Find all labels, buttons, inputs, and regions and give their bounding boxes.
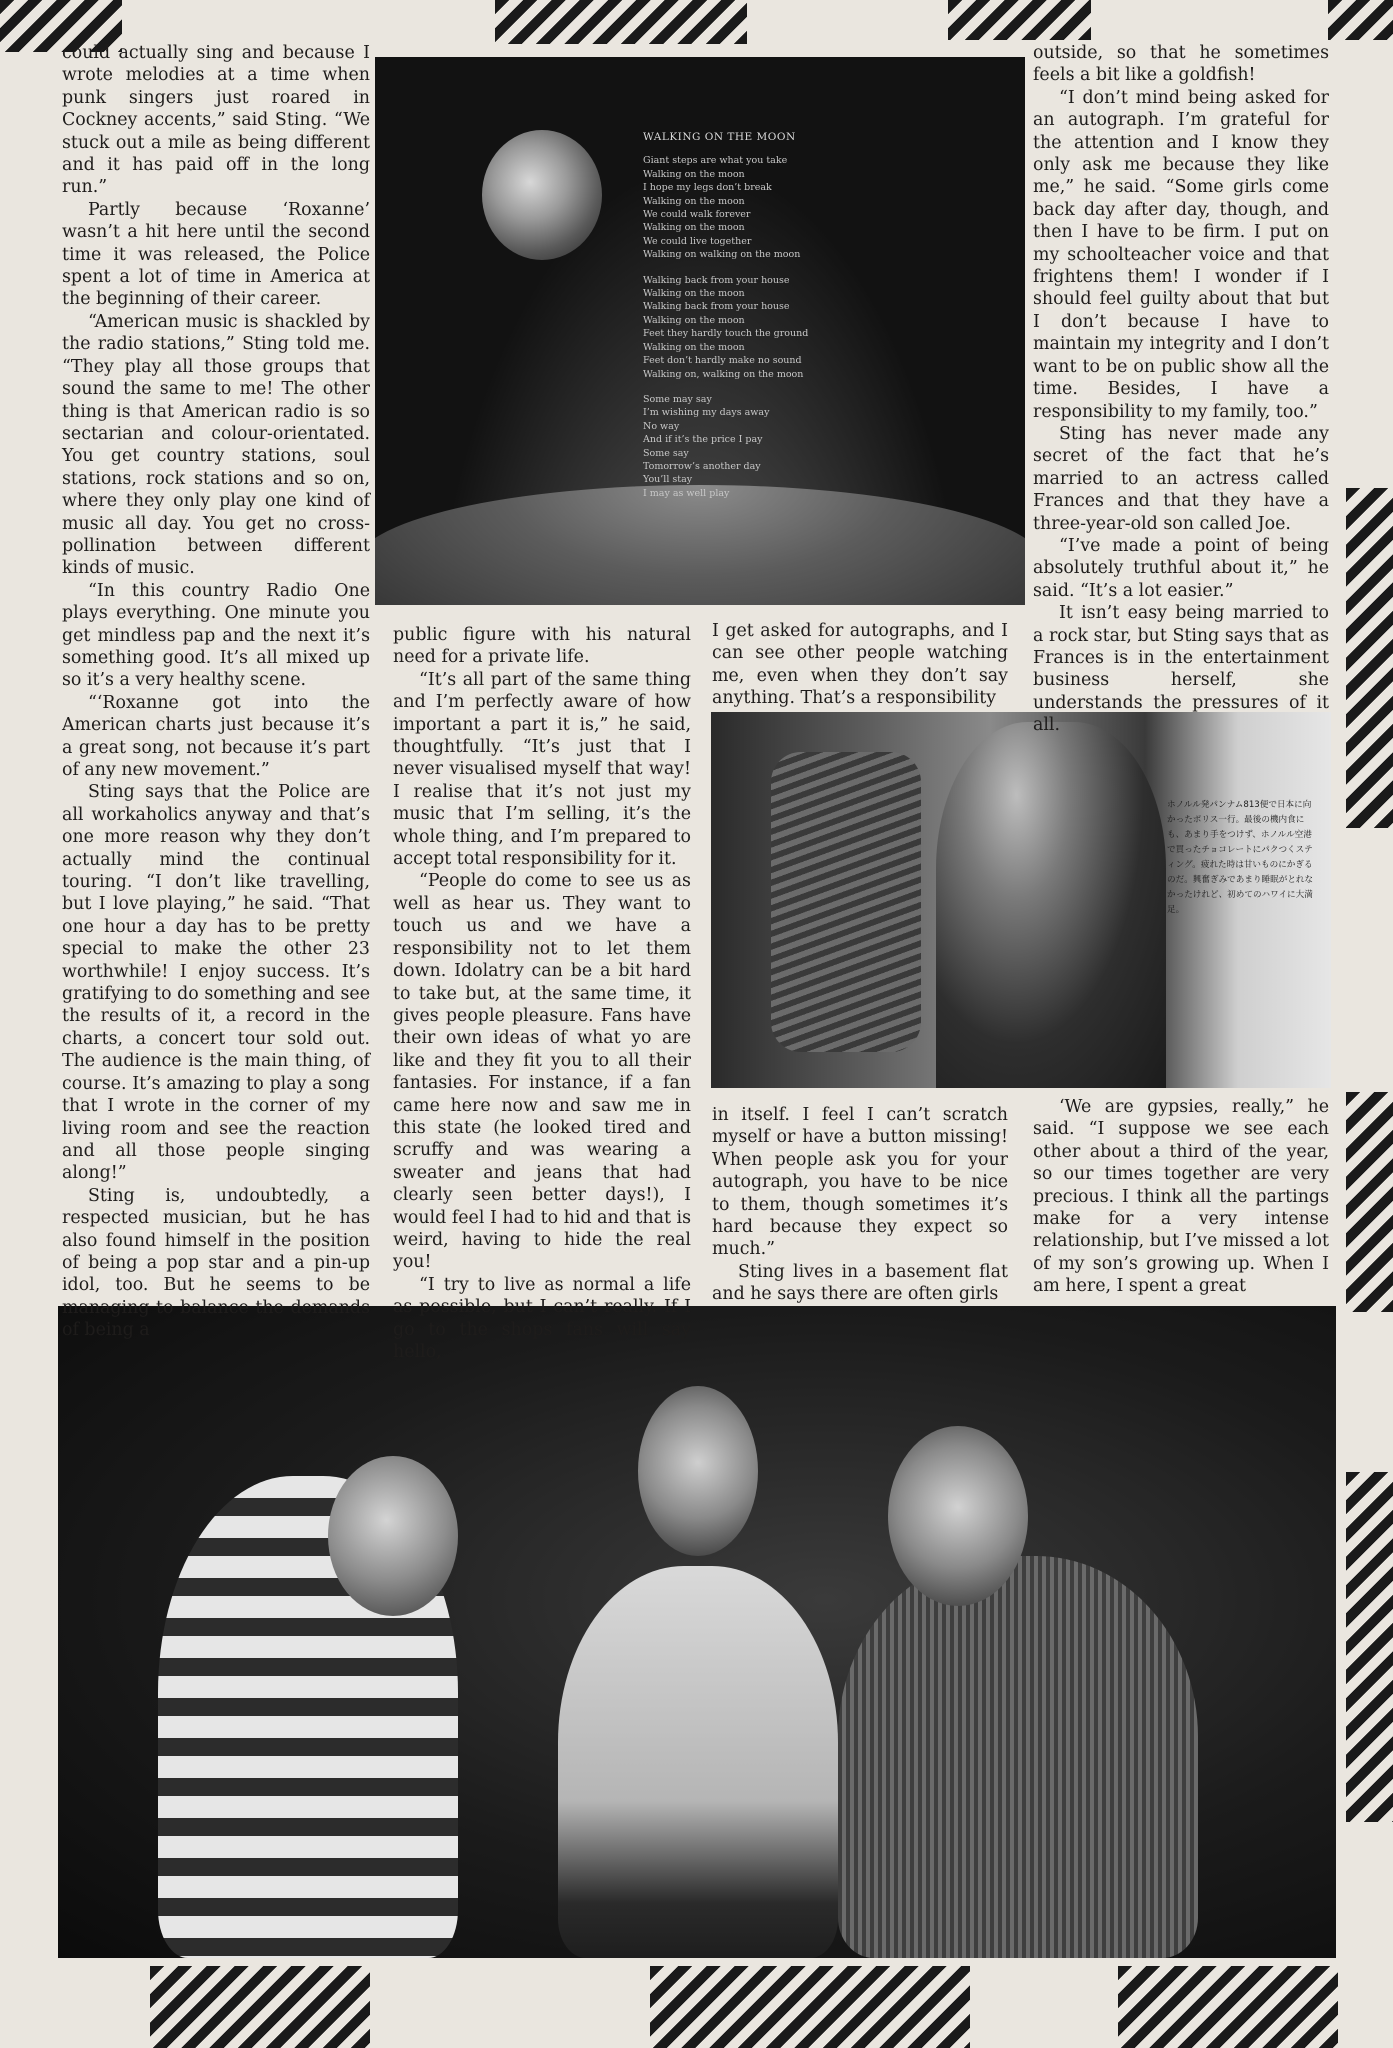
lyric-line: Walking back from your house — [643, 274, 790, 286]
article-paragraph: Partly because ‘Roxanne’ wasn’t a hit here until the second time it was released, the Police spent a lot of time in America at the beginning of their career. — [62, 199, 370, 310]
earth-image — [482, 130, 602, 260]
lyric-line: Walking on the moon — [643, 341, 745, 353]
airplane-photo — [711, 712, 1331, 1088]
article-paragraph: in itself. I feel I can’t scratch myself or have a button missing! When people ask you for your autograph, you have to be nice to them, though sometimes it’s hard because they expect so much.” — [712, 1105, 1008, 1260]
lyric-line: And if it’s the price I pay — [643, 434, 763, 446]
stripe-decoration-right-1 — [1346, 488, 1393, 828]
lyric-line: No way — [643, 420, 680, 432]
band-member-center-head-image — [638, 1386, 758, 1556]
stripe-decoration-bottom-center — [650, 1966, 970, 2048]
article-paragraph: Sting is, undoubtedly, a respected musician, but he has also found himself in the position of being a pop star and a pin-up idol, too. But he seems to be managing to balance the demands of being a — [62, 1185, 370, 1341]
stripe-decoration-bottom-left — [150, 1966, 370, 2048]
article-paragraph: could actually sing and because I wrote melodies at a time when punk singers just roared in Cockney accents,” said Sting. “We stuck out a mile as being different and it has paid off in the long run.” — [62, 43, 370, 198]
lyrics-stanzas — [643, 154, 943, 500]
lyrics-stanza — [643, 154, 943, 261]
article-paragraph: outside, so that he sometimes feels a bit like a goldfish! — [1033, 43, 1329, 86]
lyric-line: I’m wishing my days away — [643, 407, 770, 419]
article-paragraph: ‘We are gypsies, really,” he said. “I suppose we see each other about a third of the year, so our times together are very precious. I think all the partings make for a very intense relationship, but I’ve missed a lot of my son’s growing up. When I am here, I spent a great — [1033, 1097, 1329, 1297]
lyric-line: You’ll stay — [643, 474, 693, 486]
lyric-line: Walking on, walking on the moon — [643, 368, 804, 380]
band-member-center-image — [558, 1566, 838, 1958]
lyric-line: Walking on the moon — [643, 195, 745, 207]
lyric-line: Walking on the moon — [643, 222, 745, 234]
lyric-line: Walking back from your house — [643, 301, 790, 313]
article-paragraph: “People do come to see us as well as hear us. They want to touch us and we have a responsibility not to let them down. Idolatry can be a bit hard to take but, at the same time, it gives people pleasure. Fans have their own ideas of what yo are like and they fit you to all their fantasies. For instance, if a fan came here now and saw me in this state (he looked tired and scruffy and was wearing a sweater and jeans that had clearly seen better days!), I would feel I had to hid and that is weird, having to hide the real you! — [393, 871, 691, 1273]
airplane-seat-image — [771, 752, 921, 1052]
song-lyrics — [643, 131, 943, 512]
lyric-line: Walking on walking on the moon — [643, 249, 801, 261]
article-paragraph: “It’s all part of the same thing and I’m perfectly aware of how important a part it is,” he said, thoughtfully. “It’s just that I never visualised myself that way! I realise that it’s not just my music that I’m selling, it’s the whole thing, and I’m prepared to accept total responsibility for it. — [393, 669, 691, 870]
lyrics-stanza — [643, 274, 943, 381]
lyric-line: Some say — [643, 447, 689, 459]
lyric-line: Walking on the moon — [643, 314, 745, 326]
lyric-line: Tomorrow’s another day — [643, 460, 761, 472]
walking-on-the-moon-photo — [375, 57, 1025, 605]
article-paragraph: “In this country Radio One plays everything. One minute you get mindless pap and the next it’s something good. It’s all mixed up so it’s a very healthy scene. — [62, 580, 370, 691]
article-paragraph: Sting has never made any secret of the fact that he’s married to an actress called Frances and that they have a three-year-old son called Joe. — [1033, 423, 1329, 534]
stripe-decoration-right-2 — [1346, 1092, 1393, 1312]
lyric-line: We could live together — [643, 235, 752, 247]
band-member-right-head-image — [888, 1426, 1028, 1606]
article-paragraph: Sting says that the Police are all workaholics anyway and that’s one more reason why they don’t actually mind the continual touring. “I don’t like travelling, but I love playing,” he said. “That one hour a day has to be pretty special to make the other 23 worthwhile! I enjoy success. It’s gratifying to do something and see the results of it, a record in the charts, a concert tour sold out. The audience is the main thing, of course. It’s amazing to play a song that I wrote in the corner of my living room and see the reaction and all those people singing along!” — [62, 782, 370, 1184]
band-member-left-head-image — [328, 1456, 458, 1616]
stripe-decoration-top-center — [495, 0, 747, 44]
song-title: WALKING ON THE MOON — [643, 131, 796, 143]
japanese-photo-caption: ホノルル発パンナム813便で日本に向かったポリス一行。最後の機内食にも、あまり手をつけず、ホノルル空港で買ったチョコレートにパクつくスティング。疲れた時は甘いものにかぎるのだ。興奮ぎみであまり睡眠がとれなかったけれど、初めてのハワイに大満足。 — [1167, 800, 1314, 915]
article-paragraph: “I don’t mind being asked for an autograph. I’m grateful for the attention and I know they only ask me because they like me,” he said. “Some girls come back day after day, though, and then I have to be firm. I put on my schoolteacher voice and that frightens them! I wonder if I should feel guilty about that but I don’t because I have to maintain my integrity and I don’t want to be on public show all the time. Besides, I have a responsibility to my family, too.” — [1033, 87, 1329, 422]
article-paragraph: public figure with his natural need for a private life. — [393, 625, 691, 668]
stripe-decoration-right-3 — [1346, 1472, 1393, 1822]
stripe-decoration-top-right — [948, 0, 1091, 40]
lyric-line: I hope my legs don’t break — [643, 182, 772, 194]
article-paragraph: Sting lives in a basement flat and he says there are often girls — [712, 1261, 1008, 1305]
lyric-line: Walking on the moon — [643, 288, 745, 300]
stripe-decoration-top-right-edge — [1328, 0, 1393, 40]
lyric-line: Walking on the moon — [643, 168, 745, 180]
sting-eating-image — [936, 722, 1166, 1088]
article-column-4-bottom — [1033, 1096, 1329, 1298]
article-column-3-bottom — [712, 1104, 1008, 1306]
article-paragraph: “I try to live as normal a life as possible, but I can’t really. If I go to the shops fans will say hello, — [393, 1274, 691, 1362]
band-member-right-image — [838, 1556, 1198, 1958]
lyric-line: I may as well play — [643, 487, 730, 499]
article-paragraph: It isn’t easy being married to a rock star, but Sting says that as Frances is in the entertainment business herself, she understands the pressures of it all. — [1033, 603, 1329, 736]
article-paragraph: “I’ve made a point of being absolutely truthful about it,” he said. “It’s a lot easier.” — [1033, 535, 1329, 601]
article-column-1 — [62, 42, 370, 1342]
article-column-2 — [393, 624, 691, 1363]
stripe-decoration-bottom-right — [1118, 1966, 1338, 2048]
lyric-line: We could walk forever — [643, 209, 751, 221]
lyric-line: Giant steps are what you take — [643, 155, 788, 167]
lyric-line: Feet they hardly touch the ground — [643, 328, 809, 340]
article-column-4-top — [1033, 42, 1329, 737]
article-column-3-top — [712, 620, 1008, 710]
band-group-photo — [58, 1306, 1336, 1958]
article-paragraph: “American music is shackled by the radio stations,” Sting told me. “They play all those groups that sound the same to me! The other thing is that American radio is so sectarian and colour-orientated. You get country stations, soul stations, rock stations and so on, where they only play one kind of music all day. You get no cross-pollination between different kinds of music. — [62, 311, 370, 579]
lyric-line: Some may say — [643, 393, 712, 405]
lyrics-stanza — [643, 393, 943, 500]
article-paragraph: “‘Roxanne got into the American charts just because it’s a great song, not because it’s part of any new movement.” — [62, 692, 370, 780]
lyric-line: Feet don’t hardly make no sound — [643, 355, 802, 367]
article-paragraph: I get asked for autographs, and I can see other people watching me, even when they don’t say anything. That’s a responsibility — [712, 621, 1008, 709]
